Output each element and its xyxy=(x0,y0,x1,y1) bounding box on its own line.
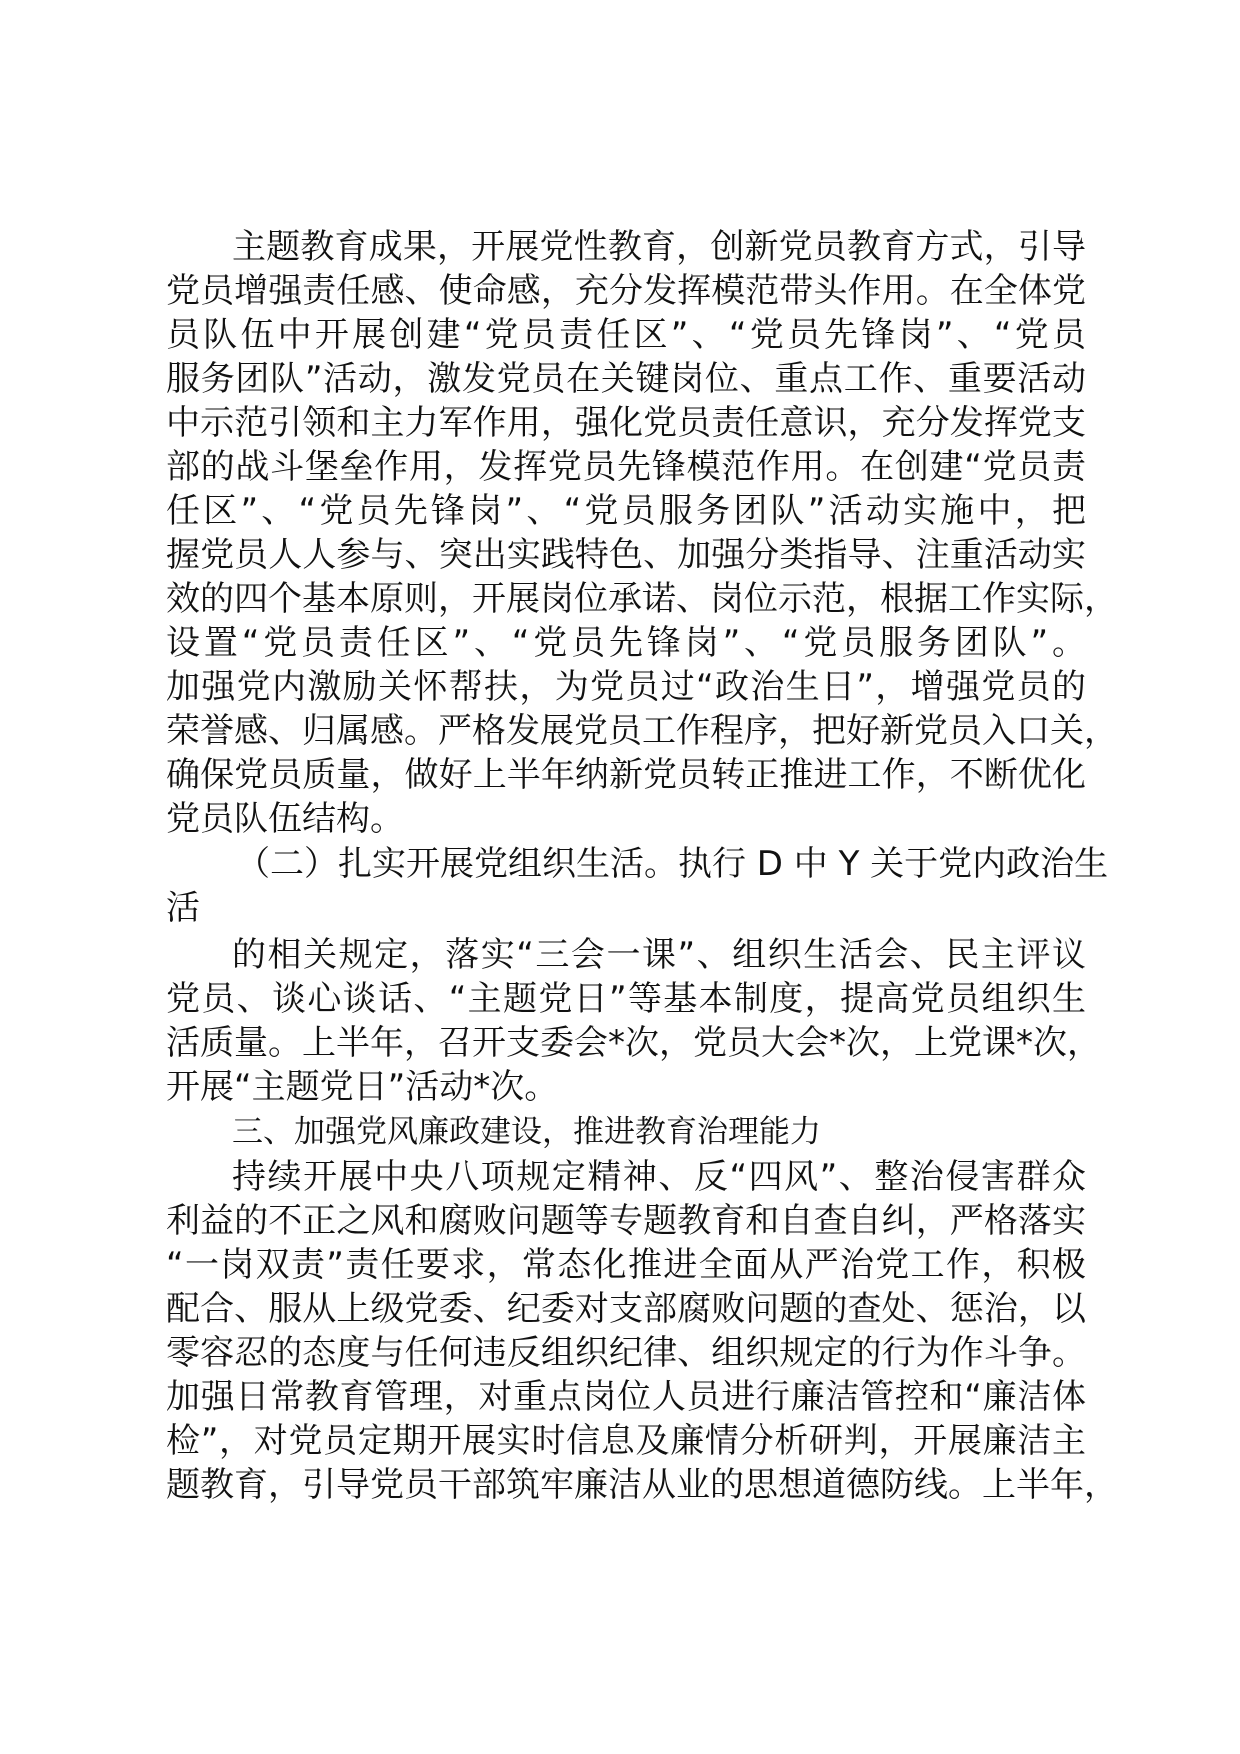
section-subheading: （二）扎实开展党组织生活。执行 D 中 Y 关于党内政治生 xyxy=(236,844,1109,884)
paragraph-line: 服务团队”活动，激发党员在关键岗位、重点工作、重要活动 xyxy=(166,359,1086,399)
paragraph-line: 党员增强责任感、使命感，充分发挥模范带头作用。在全体党 xyxy=(166,271,1086,311)
paragraph-line: “一岗双责”责任要求，常态化推进全面从严治党工作，积极 xyxy=(166,1245,1086,1285)
section-heading: 三、加强党风廉政建设，推进教育治理能力 xyxy=(232,1114,821,1150)
paragraph-line: 握党员人人参与、突出实践特色、加强分类指导、注重活动实 xyxy=(166,535,1086,575)
paragraph-line: 检”，对党员定期开展实时信息及廉情分析研判，开展廉洁主 xyxy=(166,1421,1086,1461)
paragraph-line: 活质量。上半年，召开支委会*次，党员大会*次，上党课*次， xyxy=(166,1023,1101,1063)
paragraph-line: 主题教育成果，开展党性教育，创新党员教育方式，引导 xyxy=(232,227,1086,267)
paragraph-line: 的相关规定，落实“三会一课”、组织生活会、民主评议 xyxy=(232,935,1086,975)
paragraph-line: 题教育，引导党员干部筑牢廉洁从业的思想道德防线。上半年， xyxy=(166,1465,1118,1505)
paragraph-line: 开展“主题党日”活动*次。 xyxy=(166,1067,559,1107)
paragraph-line: 持续开展中央八项规定精神、反“四风”、整治侵害群众 xyxy=(232,1157,1086,1197)
paragraph-line: 中示范引领和主力军作用，强化党员责任意识，充分发挥党支 xyxy=(166,403,1086,443)
paragraph-line: 任区”、“党员先锋岗”、“党员服务团队”活动实施中，把 xyxy=(166,491,1086,531)
paragraph-line: 部的战斗堡垒作用，发挥党员先锋模范作用。在创建“党员责 xyxy=(166,447,1086,487)
paragraph-line: 党员、谈心谈话、“主题党日”等基本制度，提高党员组织生 xyxy=(166,979,1086,1019)
paragraph-line: 确保党员质量，做好上半年纳新党员转正推进工作，不断优化 xyxy=(166,755,1086,795)
paragraph-line: 荣誉感、归属感。严格发展党员工作程序，把好新党员入口关， xyxy=(166,711,1118,751)
paragraph-line: 利益的不正之风和腐败问题等专题教育和自查自纠，严格落实 xyxy=(166,1201,1086,1241)
section-subheading-continued: 活 xyxy=(166,888,200,928)
paragraph-line: 零容忍的态度与任何违反组织纪律、组织规定的行为作斗争。 xyxy=(166,1333,1086,1373)
paragraph-line: 加强党内激励关怀帮扶，为党员过“政治生日”，增强党员的 xyxy=(166,667,1086,707)
paragraph-line: 配合、服从上级党委、纪委对支部腐败问题的查处、惩治，以 xyxy=(166,1289,1086,1329)
paragraph-line: 员队伍中开展创建“党员责任区”、“党员先锋岗”、“党员 xyxy=(166,315,1086,355)
paragraph-line: 效的四个基本原则，开展岗位承诺、岗位示范，根据工作实际， xyxy=(166,579,1118,619)
paragraph-line: 设置“党员责任区”、“党员先锋岗”、“党员服务团队”。 xyxy=(166,623,1086,663)
paragraph-line: 加强日常教育管理，对重点岗位人员进行廉洁管控和“廉洁体 xyxy=(166,1377,1086,1417)
paragraph-line: 党员队伍结构。 xyxy=(166,799,404,839)
